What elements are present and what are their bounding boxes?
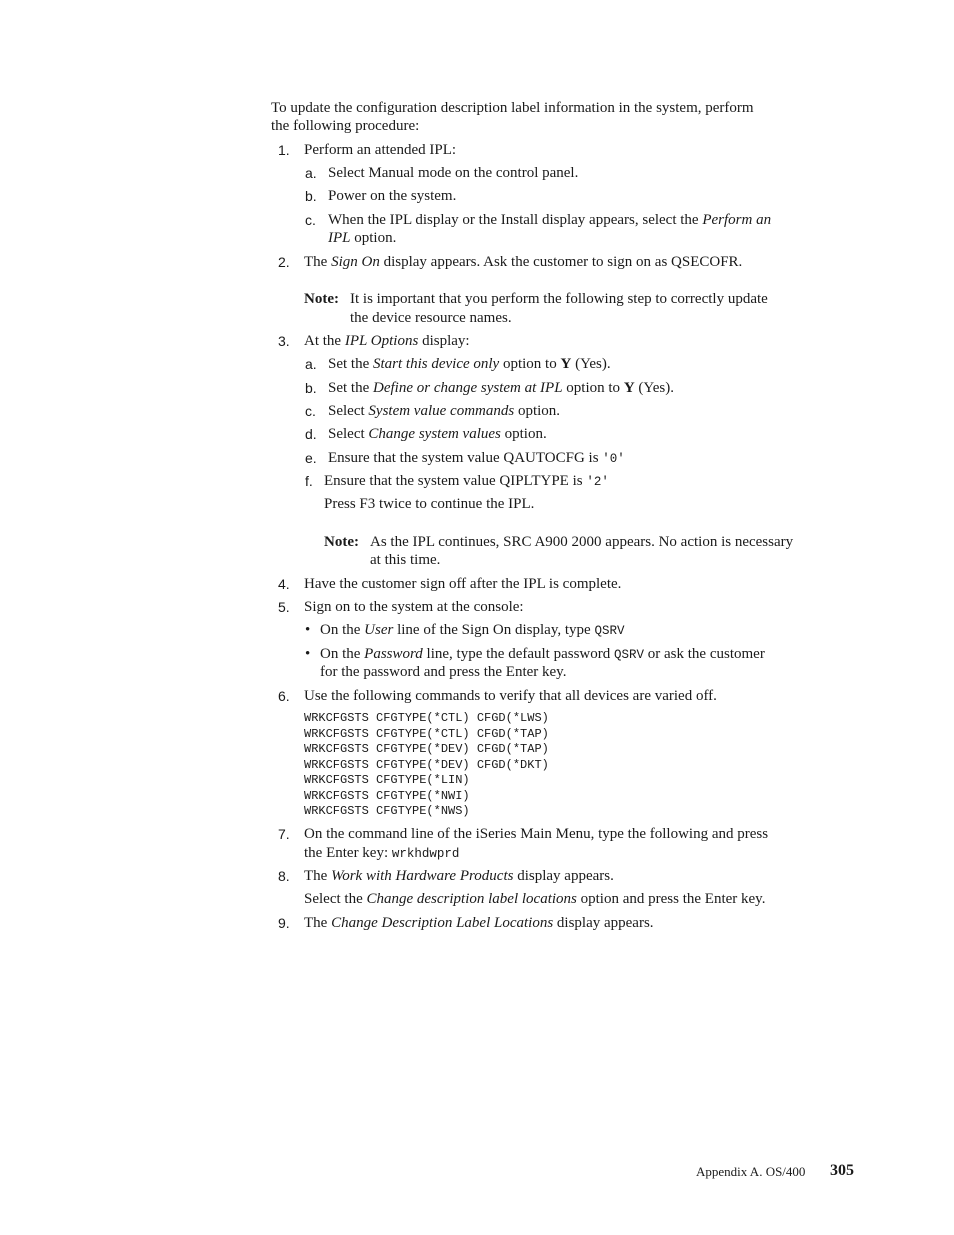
step-3-press-text: Press F3 twice to continue the IPL. [324,496,535,512]
step-6-code-line: WRKCFGSTS CFGTYPE(*DEV) CFGD(*DKT) [304,757,549,772]
step-1c-line-1 [328,211,771,229]
step-3c-post: option. [514,403,561,419]
step-7-line-2 [304,844,459,863]
step-2-note-label: Note: [304,291,339,307]
step-3c-em: System value commands [368,403,515,419]
step-1c-pre: When the IPL display or the Install display appears, select the [328,212,703,228]
step-6-code-line: WRKCFGSTS CFGTYPE(*CTL) CFGD(*LWS) [304,711,549,725]
step-5-bullet-2-line-1 [320,645,765,664]
step-7-line-2-pre: the Enter key: [304,845,392,861]
step-8-number: 8. [278,868,290,884]
step-3b-bold: Y [623,380,635,396]
step-5-bullet-1-em: User [364,622,394,638]
step-3a-post: (Yes). [571,356,611,372]
intro-line-2: the following procedure: [271,118,420,134]
step-8-sub-em: Change description label locations [366,891,577,907]
step-7-number: 7. [278,826,290,842]
step-3-post: display: [418,333,470,349]
step-3c-letter: c. [305,403,316,419]
step-2-note-line-2: the device resource names. [350,310,512,326]
step-3b-letter: b. [305,380,317,396]
step-3a-bold: Y [560,356,572,372]
step-2-em: Sign On [331,254,380,270]
step-8-sub-text [304,890,765,908]
step-5-bullet-2-em: Password [364,646,423,662]
step-3e-code: '0' [602,452,625,466]
step-3a-pre: Set the [328,356,373,372]
step-3b-post: (Yes). [634,380,674,396]
step-3a-letter: a. [305,356,317,372]
step-6-code-line: WRKCFGSTS CFGTYPE(*DEV) CFGD(*TAP) [304,742,549,756]
step-8-pre: The [304,868,332,884]
step-3b-em: Define or change system at IPL [373,380,563,396]
step-5-bullet-2-post: or ask the customer [644,646,765,662]
step-1c-line-2 [328,229,396,247]
step-8-sub-pre: Select the [304,891,367,907]
step-3e-letter: e. [305,450,317,466]
step-5-text: Sign on to the system at the console: [304,599,524,615]
step-3a-text [328,355,611,373]
step-5-bullet-1-pre: On the [320,622,365,638]
step-6-code-line: WRKCFGSTS CFGTYPE(*NWI) [304,788,470,803]
step-3f-code: '2' [586,475,609,489]
step-3-note-line-2: at this time. [370,552,441,568]
step-4-text: Have the customer sign off after the IPL is complete. [304,576,622,592]
step-6-text: Use the following commands to verify that all devices are varied off. [304,688,717,704]
step-1-number: 1. [278,142,290,158]
step-5-bullet-2-mid: line, type the default password [422,646,614,662]
step-3-pre: At the [304,333,345,349]
step-9-pre: The [304,915,332,931]
step-5-number: 5. [278,599,290,615]
step-3b-text [328,379,674,397]
step-5-bullet-2-pre: On the [320,646,365,662]
step-3d-em: Change system values [368,426,501,442]
step-8-text [304,867,614,885]
step-5-bullet-2-code: QSRV [614,648,645,662]
step-1c-post: option. [350,230,397,246]
step-3a-mid: option to [499,356,561,372]
step-1a-letter: a. [305,165,317,181]
step-3-number: 3. [278,333,290,349]
step-1c-letter: c. [305,212,316,228]
step-3d-post: option. [500,426,547,442]
step-3b-pre: Set the [328,380,373,396]
step-3c-pre: Select [328,403,369,419]
step-8-post: display appears. [513,868,614,884]
step-8-em: Work with Hardware Products [331,868,514,884]
step-1b-letter: b. [305,188,317,204]
step-8-sub-post: option and press the Enter key. [576,891,766,907]
page-number: 305 [830,1162,854,1179]
step-3b-mid: option to [562,380,624,396]
step-6-number: 6. [278,688,290,704]
step-4-number: 4. [278,576,290,592]
step-5-bullet-1-code: QSRV [594,624,625,638]
step-3c-text [328,402,560,420]
step-3-em: IPL Options [344,333,419,349]
step-7-code: wrkhdwprd [391,847,460,861]
step-3-note-label: Note: [324,534,359,550]
step-3e-text [328,449,625,468]
step-6-code-line: WRKCFGSTS CFGTYPE(*CTL) CFGD(*TAP) [304,726,549,741]
step-2-note-line-1: It is important that you perform the following step to correctly update [350,291,768,307]
intro-line-1: To update the configuration description label information in the system, perform [271,100,754,116]
step-5-bullet-2-line-2: for the password and press the Enter key. [320,664,567,680]
step-3-note-line-1: As the IPL continues, SRC A900 2000 appears. No action is necessary [370,534,794,550]
step-1c-option-em-2: IPL [328,230,351,246]
step-2-post: display appears. Ask the customer to sign on as QSECOFR. [379,254,743,270]
footer-appendix-label: Appendix A. OS/400 [696,1164,806,1179]
step-3-text [304,332,470,350]
step-2-text [304,253,742,271]
step-9-post: display appears. [553,915,654,931]
step-1-text: Perform an attended IPL: [304,142,457,158]
step-5-bullet-2-dot: • [305,646,311,662]
step-5-bullet-1-dot: • [305,622,311,638]
step-3f-text [324,472,609,491]
step-3e-pre: Ensure that the system value QAUTOCFG is [328,450,603,466]
step-3f-letter: f. [305,473,313,489]
step-5-bullet-1-text [320,621,624,640]
step-9-number: 9. [278,915,290,931]
step-2-pre: The [304,254,332,270]
step-7-line-1: On the command line of the iSeries Main Menu, type the following and press [304,826,769,842]
step-3d-text [328,425,547,443]
step-3d-letter: d. [305,426,317,442]
step-1a-text: Select Manual mode on the control panel. [328,165,579,181]
step-2-number: 2. [278,254,290,270]
step-9-em: Change Description Label Locations [331,915,554,931]
step-6-code-line: WRKCFGSTS CFGTYPE(*NWS) [304,804,470,818]
step-3f-pre: Ensure that the system value QIPLTYPE is [324,473,587,489]
step-1c-option-em-1: Perform an [702,212,772,228]
step-5-bullet-1-mid: line of the Sign On display, type [393,622,595,638]
step-3d-pre: Select [328,426,369,442]
step-9-text [304,914,654,932]
step-3a-em: Start this device only [373,356,500,372]
step-6-code-line: WRKCFGSTS CFGTYPE(*LIN) [304,773,470,787]
step-1b-text: Power on the system. [328,188,457,204]
